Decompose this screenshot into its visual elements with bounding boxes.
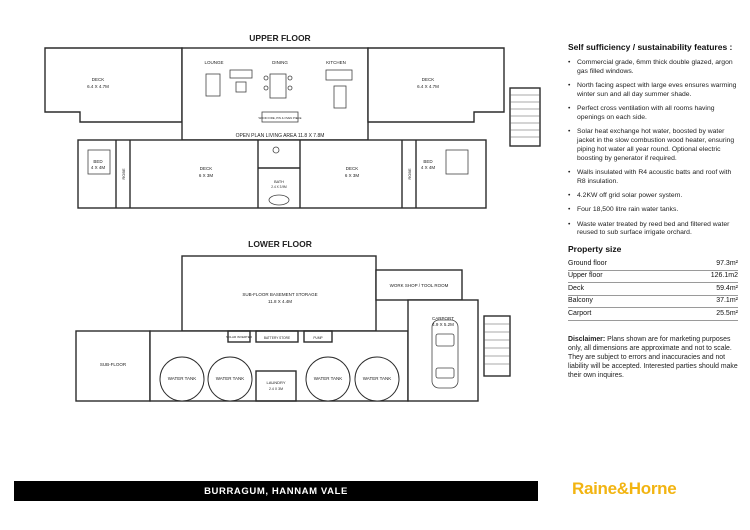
room-size: 11.8 X 4.4M [268,299,292,304]
room-label: SOLAR INVERTER [225,335,253,339]
fireplace-note: WOOD FIRE, PIN & OVEN PIECE [258,116,302,120]
room-label: KITCHEN [326,60,346,65]
upper-floor-walls [45,48,540,208]
property-value: 25.5m² [716,309,738,317]
water-tank-label: WATER TANK [167,376,197,381]
lower-floor-walls [76,256,510,401]
property-label: Deck [568,284,584,292]
property-label: Ground floor [568,259,607,267]
room-label: BATH [274,180,284,184]
room-label: BATTERY STORE [263,336,291,340]
property-value: 126.1m2 [710,272,738,280]
room-label: PUMP [313,336,323,340]
room-size: 2.4 X 3M [268,387,284,391]
room-label: DECK [345,166,359,171]
room-size: 6.4 X 4.7M [417,84,439,89]
property-value: 97.3m² [716,259,738,267]
room-size: 6 X 3M [198,173,214,178]
address-bar [14,481,538,501]
room-label: CARPORT [432,316,454,321]
room-size: 4 X 4M [90,165,106,170]
room-size: 6.4 X 4.7M [87,84,109,89]
room-label: DECK [421,77,435,82]
lower-floor-title: LOWER FLOOR [248,239,312,249]
property-row [568,283,738,296]
feature-item: • North facing aspect with large eves ensures warming winter sun and all day summer shade. [568,82,738,100]
room-label: DECK [199,166,213,171]
property-value: 59.4m² [716,284,738,292]
room-label: BED [93,159,103,164]
property-address: BURRAGUM, HANNAM VALE [204,485,348,497]
property-size-title: Property size [568,244,622,255]
property-value: 37.1m² [716,297,738,305]
room-label: LOUNGE [204,60,224,65]
features-list [568,59,738,238]
feature-item: • Walls insulated with R4 acoustic batts and roof with R8 insulation. [568,169,738,187]
brand-logo: Raine&Horne [572,479,677,498]
room-label: BED [423,159,433,164]
robe-label: ROBE [407,168,412,180]
property-row [568,296,738,309]
room-label: LAUNDRY [266,380,286,385]
property-label: Balcony [568,297,593,305]
property-label: Upper floor [568,272,603,280]
upper-floor-title: UPPER FLOOR [249,33,311,43]
feature-item: • Perfect cross ventilation with all rooms having openings on each side. [568,105,738,123]
water-tank-label: WATER TANK [313,376,343,381]
room-label: SUB-FLOOR BASEMENT STORAGE [242,292,318,297]
water-tank-label: WATER TANK [215,376,245,381]
feature-item: • Waste water treated by reed bed and filtered water reused to sub surface irrigate orchard. [568,221,738,239]
robe-label: ROBE [121,168,126,180]
room-label: OPEN PLAN LIVING AREA 11.8 X 7.8M [235,133,325,139]
disclaimer-text: Plans shown are for marketing purposes only, all dimensions are approximate and not to scale. They are subject to errors and inaccuracies and not liability will be accepted. Interested parties should make their own inquires. [568,335,738,379]
feature-item: • Solar heat exchange hot water, boosted by water jacket in the slow combustion wood heater, ensuring piping hot water all year round. Optional electric boosting by generator if required. [568,128,738,163]
room-size: 4 X 4M [420,165,436,170]
property-row [568,258,738,271]
feature-item: • Four 18,500 litre rain water tanks. [568,206,738,215]
room-label: DECK [91,77,105,82]
property-label: Carport [568,309,592,317]
room-label: DINING [272,60,288,65]
features-title: Self sufficiency / sustainability features : [568,42,733,52]
feature-item: • 4.2KW off grid solar power system. [568,192,738,201]
room-size: 6 X 3M [344,173,360,178]
disclaimer [568,335,738,380]
disclaimer-label: Disclaimer: [568,335,606,343]
feature-item: • Commercial grade, 6mm thick double glazed, argon gas filled windows. [568,59,738,77]
property-size-table [568,258,738,321]
property-row [568,271,738,284]
property-row [568,308,738,321]
room-size: 2.4 X 3.9M [271,185,287,189]
room-label: WORK SHOP / TOOL ROOM [389,283,449,288]
room-label: SUB-FLOOR [99,362,127,367]
water-tank-label: WATER TANK [362,376,392,381]
room-size: 4.9 X 5.2M [432,322,454,327]
sidebar [568,42,738,380]
